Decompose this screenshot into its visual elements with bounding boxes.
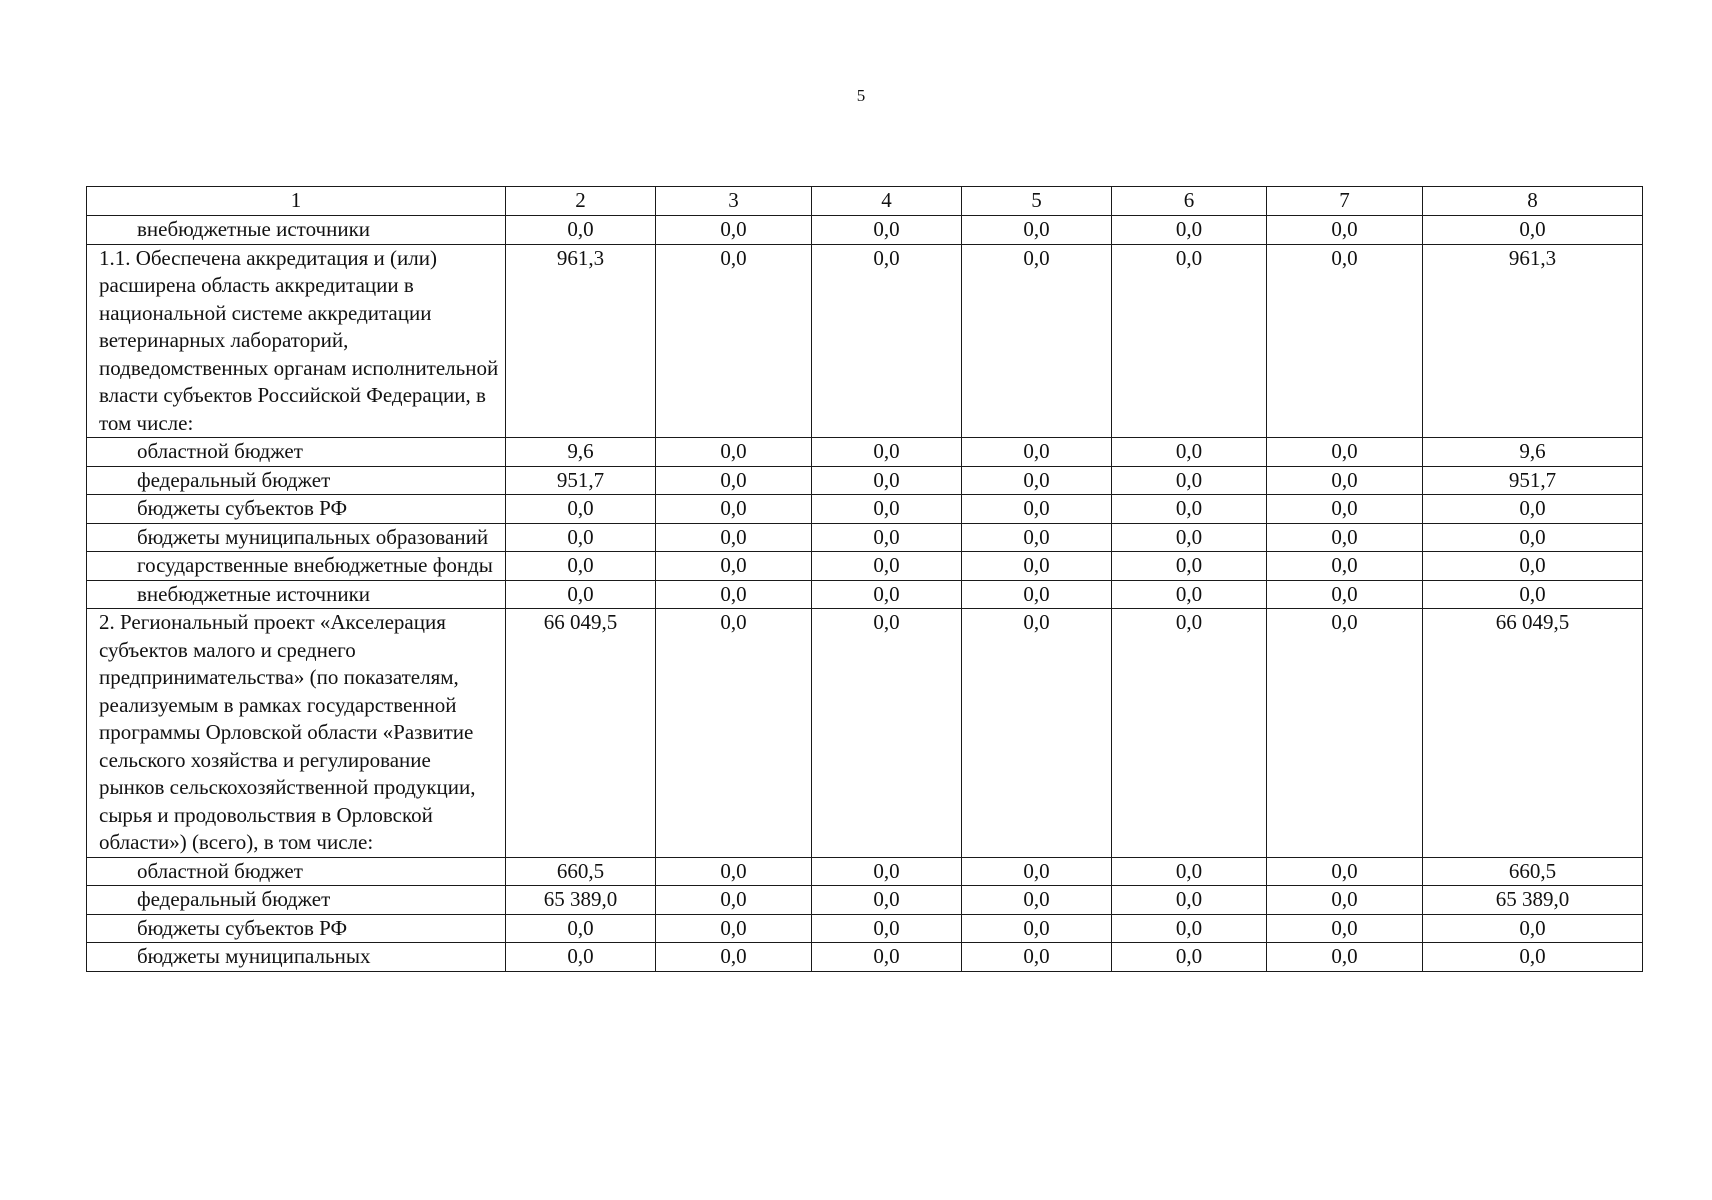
value-cell: 0,0 <box>1112 609 1267 858</box>
table-row <box>87 552 1643 581</box>
value-cell: 0,0 <box>1267 914 1423 943</box>
value-cell: 0,0 <box>1267 580 1423 609</box>
value-cell: 0,0 <box>962 244 1112 438</box>
value-cell: 0,0 <box>962 495 1112 524</box>
value-cell: 0,0 <box>1423 523 1643 552</box>
table-row <box>87 609 1643 858</box>
value-cell: 0,0 <box>1423 216 1643 245</box>
value-cell: 0,0 <box>1423 495 1643 524</box>
table-row <box>87 943 1643 972</box>
value-cell: 0,0 <box>656 466 812 495</box>
value-cell: 0,0 <box>1112 523 1267 552</box>
row-label: федеральный бюджет <box>87 886 506 915</box>
header-cell: 5 <box>962 187 1112 216</box>
value-cell: 0,0 <box>1267 495 1423 524</box>
value-cell: 66 049,5 <box>1423 609 1643 858</box>
value-cell: 0,0 <box>1112 943 1267 972</box>
value-cell: 0,0 <box>962 438 1112 467</box>
header-cell: 4 <box>812 187 962 216</box>
value-cell: 0,0 <box>812 886 962 915</box>
header-cell: 3 <box>656 187 812 216</box>
value-cell: 0,0 <box>1112 914 1267 943</box>
value-cell: 0,0 <box>962 914 1112 943</box>
table-row <box>87 495 1643 524</box>
value-cell: 961,3 <box>1423 244 1643 438</box>
value-cell: 0,0 <box>812 580 962 609</box>
value-cell: 0,0 <box>506 495 656 524</box>
value-cell: 0,0 <box>962 466 1112 495</box>
row-label: 2. Региональный проект «Акселерация субъектов малого и среднего предпринимательства» (по показателям, реализуемым в рамках государственной программы Орловской области «Развитие сельского хозяйства и регулирование рынков сельскохозяйственной продукции, сырья и продовольствия в Орловской области») (всего), в том числе: <box>87 609 506 858</box>
row-label: бюджеты муниципальных <box>87 943 506 972</box>
table-row <box>87 857 1643 886</box>
value-cell: 0,0 <box>506 552 656 581</box>
table-row <box>87 914 1643 943</box>
header-row <box>87 187 1643 216</box>
value-cell: 0,0 <box>1267 552 1423 581</box>
value-cell: 660,5 <box>506 857 656 886</box>
value-cell: 0,0 <box>1112 244 1267 438</box>
value-cell: 0,0 <box>1267 466 1423 495</box>
value-cell: 0,0 <box>656 580 812 609</box>
value-cell: 9,6 <box>1423 438 1643 467</box>
value-cell: 0,0 <box>1267 943 1423 972</box>
value-cell: 0,0 <box>506 943 656 972</box>
value-cell: 0,0 <box>812 216 962 245</box>
value-cell: 0,0 <box>812 943 962 972</box>
page-number: 5 <box>856 86 866 105</box>
value-cell: 0,0 <box>656 523 812 552</box>
value-cell: 0,0 <box>812 466 962 495</box>
value-cell: 66 049,5 <box>506 609 656 858</box>
value-cell: 951,7 <box>1423 466 1643 495</box>
row-label: внебюджетные источники <box>87 580 506 609</box>
value-cell: 0,0 <box>1267 857 1423 886</box>
table-row <box>87 523 1643 552</box>
value-cell: 0,0 <box>1267 609 1423 858</box>
value-cell: 0,0 <box>962 886 1112 915</box>
value-cell: 0,0 <box>1423 943 1643 972</box>
value-cell: 0,0 <box>1112 580 1267 609</box>
value-cell: 0,0 <box>656 244 812 438</box>
value-cell: 0,0 <box>656 495 812 524</box>
value-cell: 65 389,0 <box>1423 886 1643 915</box>
value-cell: 0,0 <box>656 857 812 886</box>
value-cell: 0,0 <box>812 552 962 581</box>
value-cell: 0,0 <box>656 943 812 972</box>
value-cell: 0,0 <box>812 495 962 524</box>
table-row <box>87 244 1643 438</box>
value-cell: 0,0 <box>656 216 812 245</box>
row-label: государственные внебюджетные фонды <box>87 552 506 581</box>
value-cell: 0,0 <box>1112 857 1267 886</box>
row-label: федеральный бюджет <box>87 466 506 495</box>
table-row <box>87 580 1643 609</box>
value-cell: 0,0 <box>812 438 962 467</box>
value-cell: 0,0 <box>812 244 962 438</box>
value-cell: 0,0 <box>962 216 1112 245</box>
header-cell: 7 <box>1267 187 1423 216</box>
value-cell: 0,0 <box>962 523 1112 552</box>
value-cell: 0,0 <box>812 609 962 858</box>
value-cell: 0,0 <box>962 857 1112 886</box>
value-cell: 0,0 <box>506 216 656 245</box>
value-cell: 0,0 <box>1112 495 1267 524</box>
value-cell: 0,0 <box>656 438 812 467</box>
value-cell: 0,0 <box>962 580 1112 609</box>
value-cell: 0,0 <box>962 552 1112 581</box>
value-cell: 0,0 <box>1267 523 1423 552</box>
value-cell: 0,0 <box>1267 886 1423 915</box>
value-cell: 0,0 <box>812 857 962 886</box>
table-body <box>87 216 1643 972</box>
value-cell: 0,0 <box>1112 216 1267 245</box>
value-cell: 0,0 <box>962 609 1112 858</box>
value-cell: 0,0 <box>1423 552 1643 581</box>
header-cell: 2 <box>506 187 656 216</box>
value-cell: 0,0 <box>656 886 812 915</box>
row-label: бюджеты субъектов РФ <box>87 495 506 524</box>
value-cell: 660,5 <box>1423 857 1643 886</box>
value-cell: 0,0 <box>1267 438 1423 467</box>
value-cell: 0,0 <box>656 552 812 581</box>
value-cell: 961,3 <box>506 244 656 438</box>
row-label: внебюджетные источники <box>87 216 506 245</box>
value-cell: 65 389,0 <box>506 886 656 915</box>
row-label: областной бюджет <box>87 857 506 886</box>
row-label: 1.1. Обеспечена аккредитация и (или) расширена область аккредитации в национальной системе аккредитации ветеринарных лабораторий, подведомственных органам исполнительной власти субъектов Российской Федерации, в том числе: <box>87 244 506 438</box>
table-row <box>87 886 1643 915</box>
value-cell: 0,0 <box>1423 580 1643 609</box>
value-cell: 0,0 <box>506 580 656 609</box>
value-cell: 0,0 <box>812 523 962 552</box>
value-cell: 0,0 <box>1267 216 1423 245</box>
header-cell: 1 <box>87 187 506 216</box>
header-cell: 8 <box>1423 187 1643 216</box>
value-cell: 0,0 <box>1423 914 1643 943</box>
value-cell: 0,0 <box>812 914 962 943</box>
row-label: областной бюджет <box>87 438 506 467</box>
value-cell: 0,0 <box>1267 244 1423 438</box>
value-cell: 0,0 <box>506 914 656 943</box>
value-cell: 0,0 <box>656 914 812 943</box>
row-label: бюджеты субъектов РФ <box>87 914 506 943</box>
value-cell: 0,0 <box>1112 438 1267 467</box>
table-row <box>87 466 1643 495</box>
value-cell: 9,6 <box>506 438 656 467</box>
value-cell: 0,0 <box>1112 466 1267 495</box>
budget-table <box>86 186 1643 972</box>
table-row <box>87 216 1643 245</box>
row-label: бюджеты муниципальных образований <box>87 523 506 552</box>
value-cell: 0,0 <box>962 943 1112 972</box>
header-cell: 6 <box>1112 187 1267 216</box>
value-cell: 0,0 <box>506 523 656 552</box>
value-cell: 951,7 <box>506 466 656 495</box>
table-row <box>87 438 1643 467</box>
value-cell: 0,0 <box>656 609 812 858</box>
value-cell: 0,0 <box>1112 552 1267 581</box>
value-cell: 0,0 <box>1112 886 1267 915</box>
